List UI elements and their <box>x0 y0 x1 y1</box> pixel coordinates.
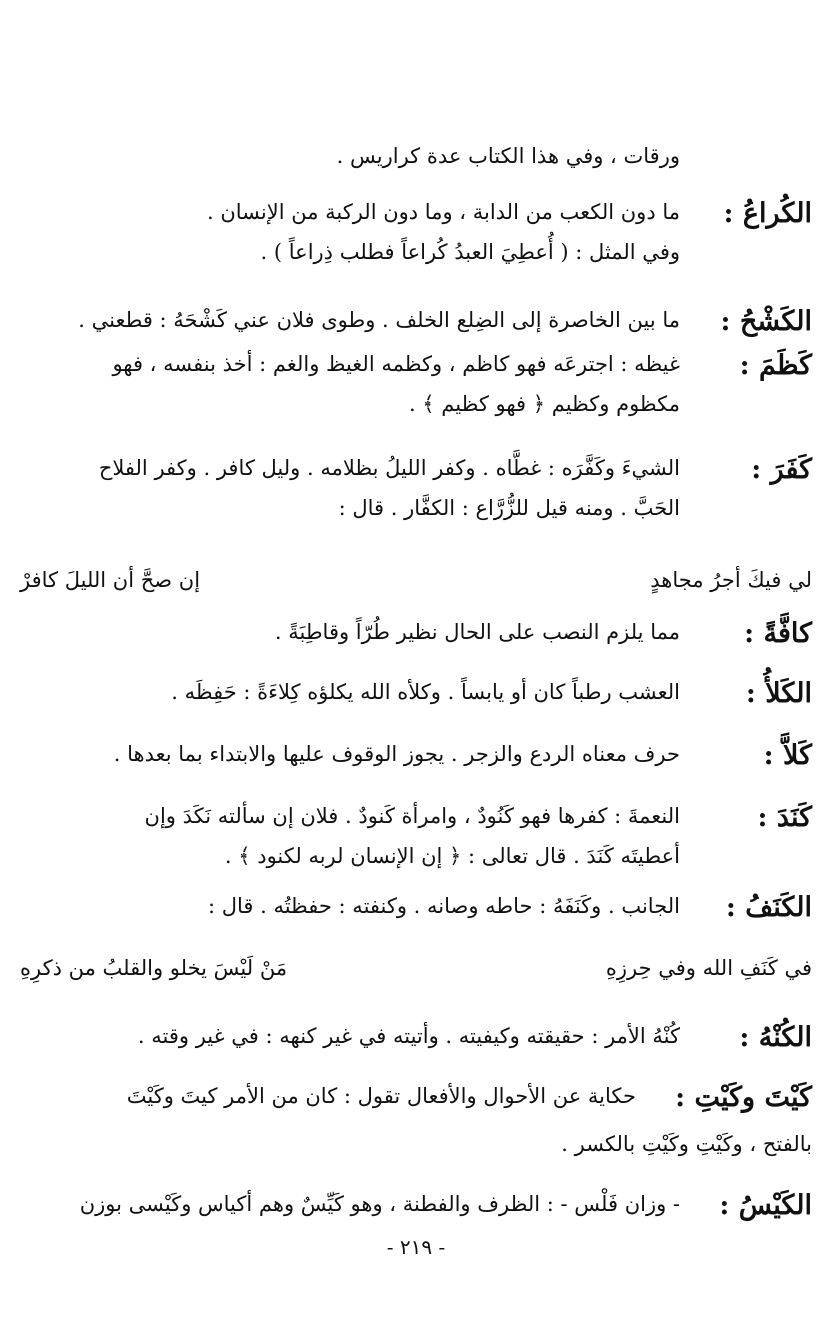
entry-definition <box>20 1184 680 1224</box>
entry-term: الكَنَفُ : <box>725 892 812 923</box>
definition-line: - وزان فَلْس - : الظرف والفطنة ، وهو كَيِّسٌ وهم أكياس وكَيْسى بوزن <box>79 1192 680 1216</box>
entry-kaffatan <box>20 612 812 652</box>
entry-term: كافَّةً : <box>744 618 812 649</box>
entry-kanada <box>20 796 812 876</box>
entry-definition <box>20 192 680 272</box>
definition-line: الشيءَ وكَفَّرَه : غطَّاه . وكفر الليلُ بظلامه . وليل كافر . وكفر الفلاح <box>98 456 680 480</box>
entry-kafara <box>20 448 812 528</box>
definition-line: مما يلزم النصب على الحال نظير طُرّاً وقاطِبَةً . <box>274 620 680 644</box>
entry-definition <box>20 344 680 424</box>
definition-line: كُنْهُ الأمر : حقيقته وكيفيته . وأتيته في غير كنهه : في غير وقته . <box>137 1024 680 1048</box>
entry-definition <box>20 886 680 926</box>
definition-line: ما دون الكعب من الدابة ، وما دون الركبة من الإنسان . <box>206 200 680 224</box>
definition-line: مكظوم وكظيم ﴿ فهو كظيم ﴾ . <box>408 392 680 416</box>
entry-kashh <box>20 300 812 340</box>
definition-line: العشب رطباً كان أو يابساً . وكلأه الله يكلؤه كِلاءَةً : حَفِظَه . <box>171 680 680 704</box>
entry-kayta-wa-kayta <box>20 1076 812 1116</box>
definition-line: حرف معناه الردع والزجر . يجوز الوقوف عليها والابتداء بما بعدها . <box>113 742 680 766</box>
entry-definition <box>20 672 680 712</box>
continuation-line: ورقات ، وفي هذا الكتاب عدة كراريس . <box>336 144 680 168</box>
entry-kunh <box>20 1016 812 1056</box>
entry-kazama <box>20 344 812 424</box>
definition-line: النعمةَ : كفرها فهو كَنُودٌ ، وامرأة كَنودٌ . فلان إن سألته نَكَدَ وإن <box>144 804 680 828</box>
definition-continuation: بالفتح ، وكَيْتِ وكَيْتِ بالكسر . <box>561 1132 812 1156</box>
definition-line: أعطيتَه كَنَدَ . قال تعالى : ﴿ إن الإنسان لربه لكنود ﴾ . <box>224 844 680 868</box>
entry-definition <box>20 448 680 528</box>
definition-line: وفي المثل : ( أُعطِيَ العبدُ كُراعاً فطلب ذِراعاً ) . <box>260 240 680 264</box>
entry-kays <box>20 1184 812 1224</box>
entry-term: الكَلأُ : <box>745 678 812 709</box>
entry-term: الكَيْسُ : <box>719 1190 812 1221</box>
verse-line <box>20 948 812 988</box>
entry-kura <box>20 192 812 272</box>
definition-line: حكاية عن الأحوال والأفعال تقول : كان من الأمر كيتَ وكَيْتَ <box>126 1084 636 1108</box>
entry-definition <box>20 734 680 774</box>
entry-term: الكَشْحُ : <box>720 306 812 337</box>
entry-term: كَنَدَ : <box>757 802 812 833</box>
verse-hemistich-second: مَنْ لَيْسَ يخلو والقلبُ من ذكرِهِ <box>20 956 288 980</box>
entry-definition <box>20 612 680 652</box>
verse-hemistich-first: في كَنَفِ الله وفي حِرزِهِ <box>605 956 812 980</box>
entry-term: كَظَمَ : <box>739 350 812 381</box>
definition-line: الجانب . وكَنَفَهُ : حاطه وصانه . وكنفته : حفظتُه . قال : <box>207 894 680 918</box>
verse-hemistich-second: إن صحَّ أن الليلَ كافرْ <box>20 568 201 592</box>
entry-definition <box>20 1016 680 1056</box>
entry-term: الكُراعُ : <box>723 198 812 229</box>
entry-term: الكُنْهُ : <box>739 1022 812 1053</box>
verse-line <box>20 560 812 600</box>
definition-line: غيظه : اجترعَه فهو كاظم ، وكظمه الغيظ والغم : أخذ بنفسه ، فهو <box>112 352 680 376</box>
entry-definition <box>20 1076 636 1116</box>
entry-kala <box>20 672 812 712</box>
entry-kanaf <box>20 886 812 926</box>
definition-line: ما بين الخاصرة إلى الضِلع الخلف . وطوى فلان عني كَشْحَهُ : قطعني . <box>78 308 680 332</box>
entry-kalla <box>20 734 812 774</box>
entry-term: كَفَرَ : <box>751 454 812 485</box>
definition-line: الحَبَّ . ومنه قيل للزُّرَّاع : الكفَّار . قال : <box>338 496 680 520</box>
entry-definition <box>20 300 680 340</box>
entry-definition <box>20 796 680 876</box>
entry-term: كَيْتَ وكَيْتِ : <box>675 1082 812 1113</box>
entry-term: كَلاَّ : <box>763 740 812 771</box>
verse-hemistich-first: لي فيكَ أجرُ مجاهدٍ <box>650 568 812 592</box>
page-number: - ٢١٩ - <box>386 1235 446 1259</box>
